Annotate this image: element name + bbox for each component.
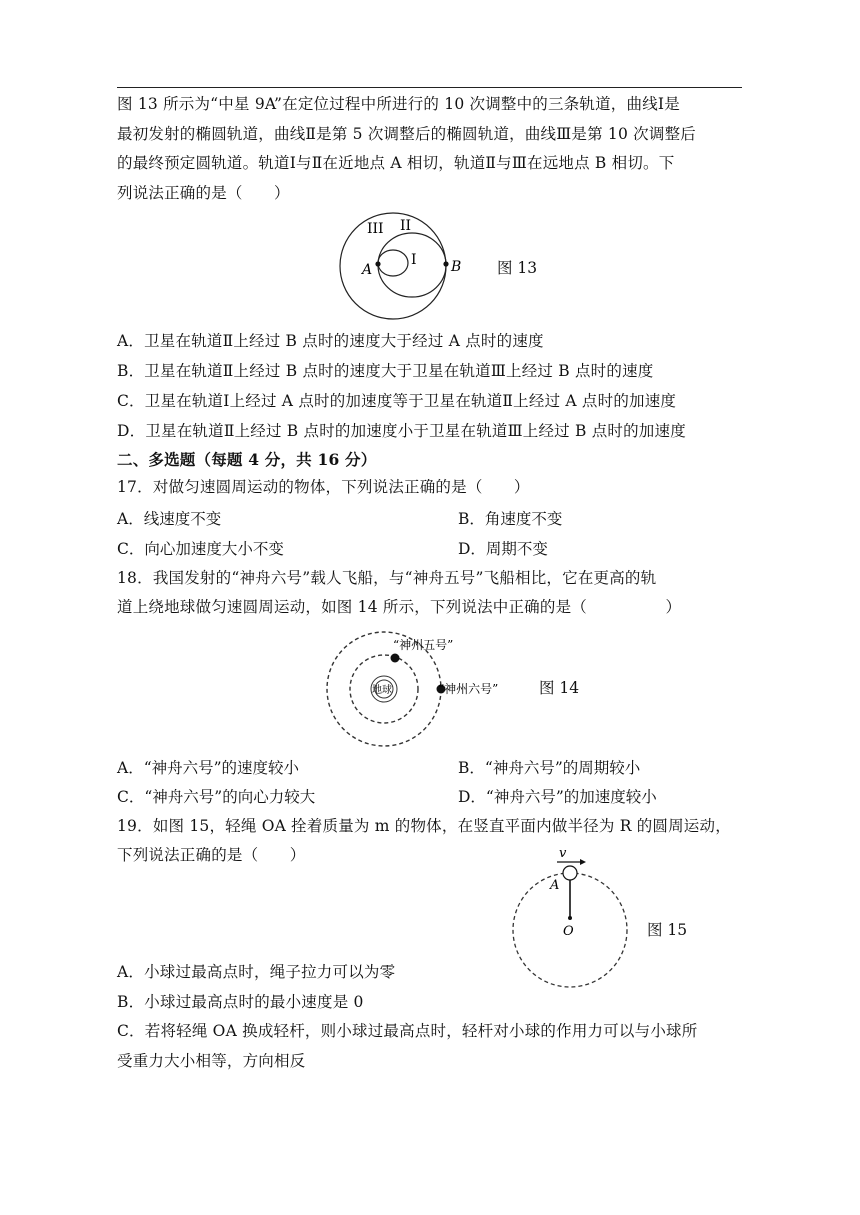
q16-stem-line-3: 的最终预定圆轨道。轨道Ⅰ与Ⅱ在近地点 A 相切，轨道Ⅱ与Ⅲ在远地点 B 相切。下 (117, 154, 675, 172)
orbit-ii-label: II (400, 218, 412, 234)
q19-option-b: B．小球过最高点时的最小速度是 0 (117, 993, 364, 1011)
q17-option-a: A．线速度不变 (117, 510, 222, 528)
shenzhou-5-dot (391, 654, 400, 663)
point-a-label: A (550, 878, 560, 893)
velocity-label: v (559, 846, 567, 861)
point-a-label: A (362, 262, 373, 278)
figure-13-caption: 图 13 (497, 259, 538, 277)
shenzhou-5-label: “神州五号” (393, 638, 454, 652)
q19-option-c-line-1: C．若将轻绳 OA 换成轻杆，则小球过最高点时，轻杆对小球的作用力可以与小球所 (117, 1022, 698, 1040)
q17-option-b: B．角速度不变 (458, 510, 563, 528)
velocity-arrowhead (580, 859, 586, 865)
q18-option-c: C．“神舟六号”的向心力较大 (117, 788, 316, 806)
q18-stem-line-1: 18．我国发射的“神舟六号”载人飞船，与“神舟五号”飞船相比，它在更高的轨 (117, 569, 657, 587)
q16-option-b: B．卫星在轨道Ⅱ上经过 B 点时的速度大于卫星在轨道Ⅲ上经过 B 点时的速度 (117, 362, 654, 380)
q16-stem-line-1: 图 13 所示为“中星 9A”在定位过程中所进行的 10 次调整中的三条轨道，曲线Ⅰ是 (117, 95, 680, 113)
figure-15-caption: 图 15 (647, 921, 688, 939)
q19-option-c-line-2: 受重力大小相等，方向相反 (117, 1052, 306, 1070)
center-o-dot (568, 916, 572, 920)
orbit-iii-label: III (367, 221, 384, 237)
q17-option-d: D．周期不变 (458, 540, 548, 558)
figure-14-caption: 图 14 (539, 679, 580, 697)
q16-option-d: D．卫星在轨道Ⅱ上经过 B 点时的加速度小于卫星在轨道Ⅲ上经过 B 点时的加速度 (117, 422, 686, 440)
q16-stem-line-2: 最初发射的椭圆轨道，曲线Ⅱ是第 5 次调整后的椭圆轨道，曲线Ⅲ是第 10 次调整后 (117, 125, 696, 143)
point-a-dot (375, 261, 380, 266)
earth-label: 地球 (372, 685, 392, 696)
top-rule (117, 87, 742, 88)
q18-option-b: B．“神舟六号”的周期较小 (458, 759, 641, 777)
figure-15-circle (510, 842, 640, 992)
point-b-label: B (451, 259, 462, 275)
q16-stem-line-4: 列说法正确的是（ ） (117, 184, 290, 202)
q17-stem: 17．对做匀速圆周运动的物体，下列说法正确的是（ ） (117, 478, 530, 496)
orbit-i-ellipse (378, 250, 408, 276)
orbit-i-label: I (411, 252, 417, 268)
section-heading: 二、多选题（每题 4 分，共 16 分） (117, 450, 377, 469)
point-b-dot (443, 261, 448, 266)
q16-option-a: A．卫星在轨道Ⅱ上经过 B 点时的速度大于经过 A 点时的速度 (117, 332, 544, 350)
orbit-iii-circle (340, 213, 446, 319)
q18-stem-line-2: 道上绕地球做匀速圆周运动，如图 14 所示，下列说法中正确的是（ ） (117, 598, 682, 616)
shenzhou-6-label: “神州六号” (438, 682, 499, 696)
q19-stem-line-1: 19．如图 15，轻绳 OA 拴着质量为 m 的物体，在竖直平面内做半径为 R 的圆周运动， (117, 817, 731, 835)
q19-option-a: A．小球过最高点时，绳子拉力可以为零 (117, 963, 396, 981)
point-o-label: O (563, 924, 574, 939)
q18-option-d: D．“神舟六号”的加速度较小 (458, 788, 657, 806)
q17-option-c: C．向心加速度大小不变 (117, 540, 284, 558)
ball (563, 866, 577, 880)
q18-option-a: A．“神舟六号”的速度较小 (117, 759, 300, 777)
figure-13-orbits (335, 208, 460, 328)
q19-stem-line-2: 下列说法正确的是（ ） (117, 846, 306, 864)
figure-14-orbits (328, 628, 508, 750)
q16-option-c: C．卫星在轨道Ⅰ上经过 A 点时的加速度等于卫星在轨道Ⅱ上经过 A 点时的加速度 (117, 392, 677, 410)
